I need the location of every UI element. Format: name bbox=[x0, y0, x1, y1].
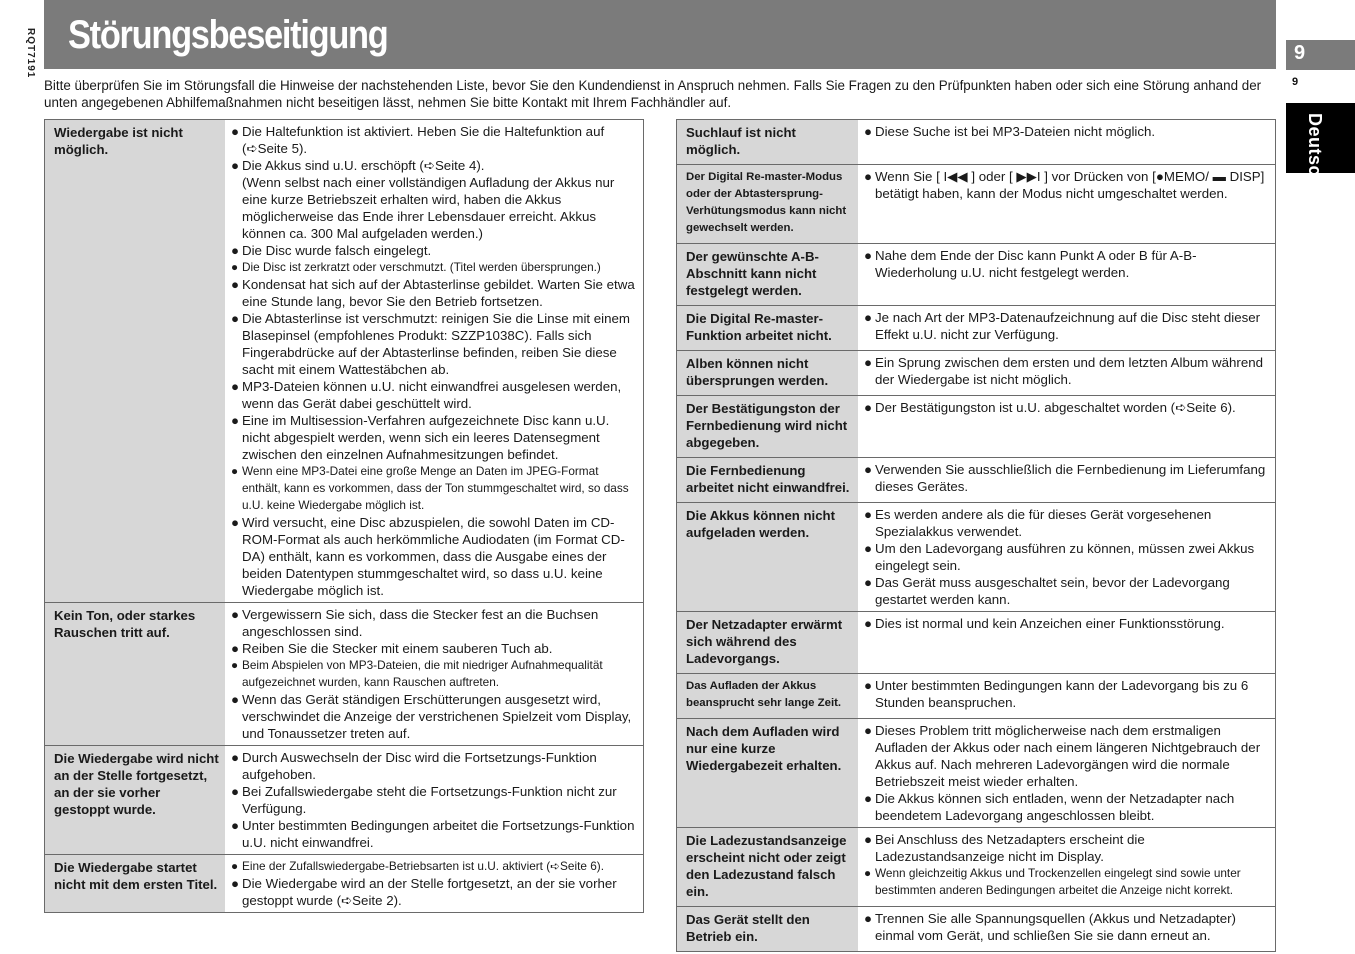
solution-item: ● Nahe dem Ende der Disc kann Punkt A oder B für A-B-Wiederholung u.U. nicht festgelegt werden. bbox=[864, 248, 1197, 280]
solution-item: ● Es werden andere als die für dieses Gerät vorgesehenen Spezialakkus verwendet. bbox=[864, 507, 1212, 539]
problem-cell: Nach dem Aufladen wird nur eine kurze Wiedergabezeit erhalten. bbox=[677, 719, 858, 827]
problem-cell: Kein Ton, oder starkes Rauschen tritt auf. bbox=[45, 603, 225, 745]
problem-cell: Die Fernbedienung arbeitet nicht einwandfrei. bbox=[677, 458, 858, 502]
problem-cell: Die Akkus können nicht aufgeladen werden. bbox=[677, 503, 858, 611]
bullet-icon: ● bbox=[231, 277, 240, 292]
problem-cell: Die Wiedergabe wird nicht an der Stelle fortgesetzt, an der sie vorher gestoppt wurde. bbox=[45, 746, 225, 854]
solutions-cell bbox=[225, 603, 643, 745]
table-row bbox=[677, 458, 1275, 503]
solution-item: ● Wenn gleichzeitig Akkus und Trockenzellen eingelegt sind sowie unter bestimmten anderen Bedingungen arbeitet die Anzeige nicht korrekt. bbox=[864, 866, 1241, 897]
bullet-icon: ● bbox=[231, 260, 239, 274]
bullet-icon: ● bbox=[864, 832, 873, 847]
solution-item: ● Trennen Sie alle Spannungsquellen (Akkus und Netzadapter) einmal vom Gerät, und schließen Sie sie dann erneut an. bbox=[864, 911, 1236, 943]
table-row bbox=[677, 719, 1275, 828]
solution-item: ● Wird versucht, eine Disc abzuspielen, die sowohl Daten im CD-ROM-Format als auch herkömmliche Audiodaten (im Format CD-DA) enthält, kann es vorkommen, dass die Ausgabe eines der beiden Datentypen stummgeschaltet wird, so dass u.U. keine Wiedergabe möglich ist. bbox=[231, 515, 625, 598]
solution-item: ● Die Akkus können sich entladen, wenn der Netzadapter nach beendetem Ladevorgang angeschlossen bleibt. bbox=[864, 791, 1235, 823]
solution-item: ● Die Akkus sind u.U. erschöpft (➪Seite 4). (Wenn selbst nach einer vollständigen Aufladung der Akkus nur eine kurze Betriebszeit erhalten wird, haben die Akkus möglicherweise das Ende ihrer Lebensdauer erreicht. Akkus können ca. 300 Mal aufgeladen werden.) bbox=[231, 158, 615, 241]
solution-item: ● MP3-Dateien können u.U. nicht einwandfrei ausgelesen werden, wenn das Gerät dabei geschüttelt wird. bbox=[231, 379, 622, 411]
solution-item: ● Wenn das Gerät ständigen Erschütterungen ausgesetzt wird, verschwindet die Anzeige der verstrichenen Spielzeit vom Display, und Tonaussetzer treten auf. bbox=[231, 692, 632, 741]
bullet-icon: ● bbox=[231, 413, 240, 428]
solution-item: ● Bei Zufallswiedergabe steht die Fortsetzungs-Funktion nicht zur Verfügung. bbox=[231, 784, 617, 816]
bullet-icon: ● bbox=[864, 616, 873, 631]
bullet-icon: ● bbox=[231, 158, 240, 173]
solutions-cell bbox=[858, 396, 1275, 457]
solution-item: ● Verwenden Sie ausschließlich die Fernbedienung im Lieferumfang dieses Gerätes. bbox=[864, 462, 1266, 494]
table-row bbox=[677, 244, 1275, 306]
solution-item: ● Eine der Zufallswiedergabe-Betriebsarten ist u.U. aktiviert (➪Seite 6). bbox=[231, 859, 604, 873]
solution-item: ● Wenn eine MP3-Datei eine große Menge an Daten im JPEG-Format enthält, kann es vorkommen, dass der Ton stummgeschaltet wird, so dass u.U. keine Wiedergabe möglich ist. bbox=[231, 464, 629, 512]
solution-item: ● Beim Abspielen von MP3-Dateien, die mit niedriger Aufnahmequalität aufgezeichnet wurden, kann Rauschen auftreten. bbox=[231, 658, 603, 689]
problem-cell: Alben können nicht übersprungen werden. bbox=[677, 351, 858, 395]
title-bar bbox=[44, 0, 1276, 69]
bullet-icon: ● bbox=[231, 515, 240, 530]
table-row bbox=[677, 674, 1275, 719]
table-row bbox=[45, 746, 643, 855]
solution-item: ● Dies ist normal und kein Anzeichen einer Funktionsstörung. bbox=[864, 616, 1225, 631]
problem-cell: Die Digital Re-master-Funktion arbeitet nicht. bbox=[677, 306, 858, 350]
solutions-cell bbox=[858, 351, 1275, 395]
solutions-cell bbox=[225, 855, 643, 912]
bullet-icon: ● bbox=[231, 692, 240, 707]
table-row bbox=[45, 603, 643, 746]
troubleshooting-table-left bbox=[44, 119, 644, 913]
table-row bbox=[677, 351, 1275, 396]
problem-cell: Suchlauf ist nicht möglich. bbox=[677, 120, 858, 164]
bullet-icon: ● bbox=[231, 750, 240, 765]
bullet-icon: ● bbox=[864, 723, 873, 738]
bullet-icon: ● bbox=[864, 541, 873, 556]
problem-cell: Das Gerät stellt den Betrieb ein. bbox=[677, 907, 858, 951]
bullet-icon: ● bbox=[864, 866, 872, 880]
solution-item: ● Bei Anschluss des Netzadapters erscheint die Ladezustandsanzeige nicht im Display. bbox=[864, 832, 1145, 864]
document-code: RQT7191 bbox=[25, 28, 36, 79]
solution-item: ● Unter bestimmten Bedingungen kann der Ladevorgang bis zu 6 Stunden beanspruchen. bbox=[864, 678, 1249, 710]
solution-item: ● Die Disc ist zerkratzt oder verschmutzt. (Titel werden übersprungen.) bbox=[231, 260, 601, 274]
bullet-icon: ● bbox=[864, 911, 873, 926]
problem-cell: Der Netzadapter erwärmt sich während des Ladevorgangs. bbox=[677, 612, 858, 673]
solution-item: ● Die Wiedergabe wird an der Stelle fortgesetzt, an der sie vorher gestoppt wurde (➪Seite 2). bbox=[231, 876, 617, 908]
solution-item: ● Eine im Multisession-Verfahren aufgezeichnete Disc kann u.U. nicht abgespielt werden, wenn sich ein leeres Datensegment zwischen den einzelnen Aufnahmesitzungen befindet. bbox=[231, 413, 610, 462]
solution-item: ● Durch Auswechseln der Disc wird die Fortsetzungs-Funktion aufgehoben. bbox=[231, 750, 597, 782]
solutions-cell bbox=[858, 719, 1275, 827]
bullet-icon: ● bbox=[864, 462, 873, 477]
solution-item: ● Der Bestätigungston ist u.U. abgeschaltet worden (➪Seite 6). bbox=[864, 400, 1236, 415]
solution-item: ● Je nach Art der MP3-Datenaufzeichnung auf die Disc steht dieser Effekt u.U. nicht zur Verfügung. bbox=[864, 310, 1261, 342]
table-row bbox=[677, 396, 1275, 458]
bullet-icon: ● bbox=[864, 400, 873, 415]
solutions-cell bbox=[858, 306, 1275, 350]
solution-item: ● Kondensat hat sich auf der Abtasterlinse gebildet. Warten Sie etwa eine Stunde lang, bevor Sie den Betrieb fortsetzen. bbox=[231, 277, 635, 309]
problem-cell: Der Bestätigungston der Fernbedienung wird nicht abgegeben. bbox=[677, 396, 858, 457]
solutions-cell bbox=[858, 674, 1275, 718]
solutions-cell bbox=[225, 120, 643, 602]
solution-item: ● Das Gerät muss ausgeschaltet sein, bevor der Ladevorgang gestartet werden kann. bbox=[864, 575, 1230, 607]
solutions-cell bbox=[858, 165, 1275, 243]
table-row bbox=[677, 120, 1275, 165]
bullet-icon: ● bbox=[864, 678, 873, 693]
solutions-cell bbox=[858, 120, 1275, 164]
table-row bbox=[45, 855, 643, 912]
bullet-icon: ● bbox=[864, 124, 873, 139]
solution-item: ● Um den Ladevorgang ausführen zu können, müssen zwei Akkus eingelegt sein. bbox=[864, 541, 1255, 573]
solutions-cell bbox=[225, 746, 643, 854]
solution-item: ● Ein Sprung zwischen dem ersten und dem letzten Album während der Wiedergabe ist nicht möglich. bbox=[864, 355, 1264, 387]
bullet-icon: ● bbox=[864, 575, 873, 590]
troubleshooting-table-right bbox=[676, 119, 1276, 952]
solution-item: ● Reiben Sie die Stecker mit einem sauberen Tuch ab. bbox=[231, 641, 553, 656]
solution-item: ● Diese Suche ist bei MP3-Dateien nicht möglich. bbox=[864, 124, 1156, 139]
bullet-icon: ● bbox=[231, 818, 240, 833]
problem-cell: Die Ladezustandsanzeige erscheint nicht oder zeigt den Ladezustand falsch ein. bbox=[677, 828, 858, 906]
bullet-icon: ● bbox=[231, 124, 240, 139]
intro-text: Bitte überprüfen Sie im Störungsfall die Hinweise der nachstehenden Liste, bevor Sie den Kundendienst in Anspruch nehmen. Falls Sie Fragen zu den Prüfpunkten haben oder sich eine Störung anhand der unten angegebenen Abhilfemaßnahmen nicht beseitigen lässt, nehmen Sie bitte Kontakt mit Ihrem Fachhändler auf. bbox=[44, 78, 1262, 110]
solution-item: ● Die Haltefunktion ist aktiviert. Heben Sie die Haltefunktion auf (➪Seite 5). bbox=[231, 124, 605, 156]
solutions-cell bbox=[858, 828, 1275, 906]
language-tab bbox=[1286, 103, 1355, 188]
bullet-icon: ● bbox=[864, 791, 873, 806]
table-row bbox=[677, 306, 1275, 351]
language-label: Deutsch bbox=[1305, 113, 1325, 188]
solution-item: ● Unter bestimmten Bedingungen arbeitet die Fortsetzungs-Funktion u.U. nicht einwandfrei. bbox=[231, 818, 635, 850]
table-row bbox=[677, 165, 1275, 244]
bullet-icon: ● bbox=[231, 379, 240, 394]
solution-item: ● Die Abtasterlinse ist verschmutzt: reinigen Sie die Linse mit einem Blasepinsel (empfohlenes Produkt: SZZP1038C). Falls sich Fingerabdrücke auf der Abtasterlinse befinden, reiben Sie diese sacht mit einem Wattestäbchen ab. bbox=[231, 311, 630, 377]
bullet-icon: ● bbox=[231, 311, 240, 326]
bullet-icon: ● bbox=[864, 355, 873, 370]
solutions-cell bbox=[858, 612, 1275, 673]
bullet-icon: ● bbox=[231, 607, 240, 622]
page-number-small: 9 bbox=[1292, 76, 1299, 88]
solution-item: ● Wenn Sie [ I◀◀ ] oder [ ▶▶I ] vor Drücken von [●MEMO/ ▬ DISP] betätigt haben, kann der Modus nicht umgeschaltet werden. bbox=[864, 169, 1265, 201]
bullet-icon: ● bbox=[864, 169, 873, 184]
table-row bbox=[677, 907, 1275, 951]
problem-cell: Das Aufladen der Akkus beansprucht sehr lange Zeit. bbox=[677, 674, 858, 718]
bullet-icon: ● bbox=[231, 243, 240, 258]
bullet-icon: ● bbox=[231, 464, 239, 478]
bullet-icon: ● bbox=[864, 507, 873, 522]
solution-item: ● Die Disc wurde falsch eingelegt. bbox=[231, 243, 432, 258]
bullet-icon: ● bbox=[231, 859, 239, 873]
problem-cell: Der gewünschte A-B-Abschnitt kann nicht festgelegt werden. bbox=[677, 244, 858, 305]
solutions-cell bbox=[858, 458, 1275, 502]
bullet-icon: ● bbox=[231, 658, 239, 672]
problem-cell: Die Wiedergabe startet nicht mit dem ersten Titel. bbox=[45, 855, 225, 912]
solutions-cell bbox=[858, 907, 1275, 951]
page-title: Störungsbeseitigung bbox=[68, 13, 388, 57]
table-row bbox=[677, 612, 1275, 674]
bullet-icon: ● bbox=[231, 641, 240, 656]
problem-cell: Wiedergabe ist nicht möglich. bbox=[45, 120, 225, 602]
page-number-tab: 9 bbox=[1286, 40, 1355, 70]
solutions-cell bbox=[858, 244, 1275, 305]
table-row bbox=[677, 828, 1275, 907]
bullet-icon: ● bbox=[864, 248, 873, 263]
solution-item: ● Vergewissern Sie sich, dass die Stecker fest an die Buchsen angeschlossen sind. bbox=[231, 607, 599, 639]
table-row bbox=[677, 503, 1275, 612]
table-row bbox=[45, 120, 643, 603]
solution-item: ● Dieses Problem tritt möglicherweise nach dem erstmaligen Aufladen der Akkus oder nach einem längeren Nichtgebrauch der Akkus auf. Nach mehreren Ladevorgängen wird die normale Betriebszeit meist wieder erhalten. bbox=[864, 723, 1261, 789]
problem-cell: Der Digital Re-master-Modus oder der Abtastersprung-Verhütungsmodus kann nicht gewechselt werden. bbox=[677, 165, 858, 243]
solutions-cell bbox=[858, 503, 1275, 611]
bullet-icon: ● bbox=[864, 310, 873, 325]
bullet-icon: ● bbox=[231, 876, 240, 891]
bullet-icon: ● bbox=[231, 784, 240, 799]
